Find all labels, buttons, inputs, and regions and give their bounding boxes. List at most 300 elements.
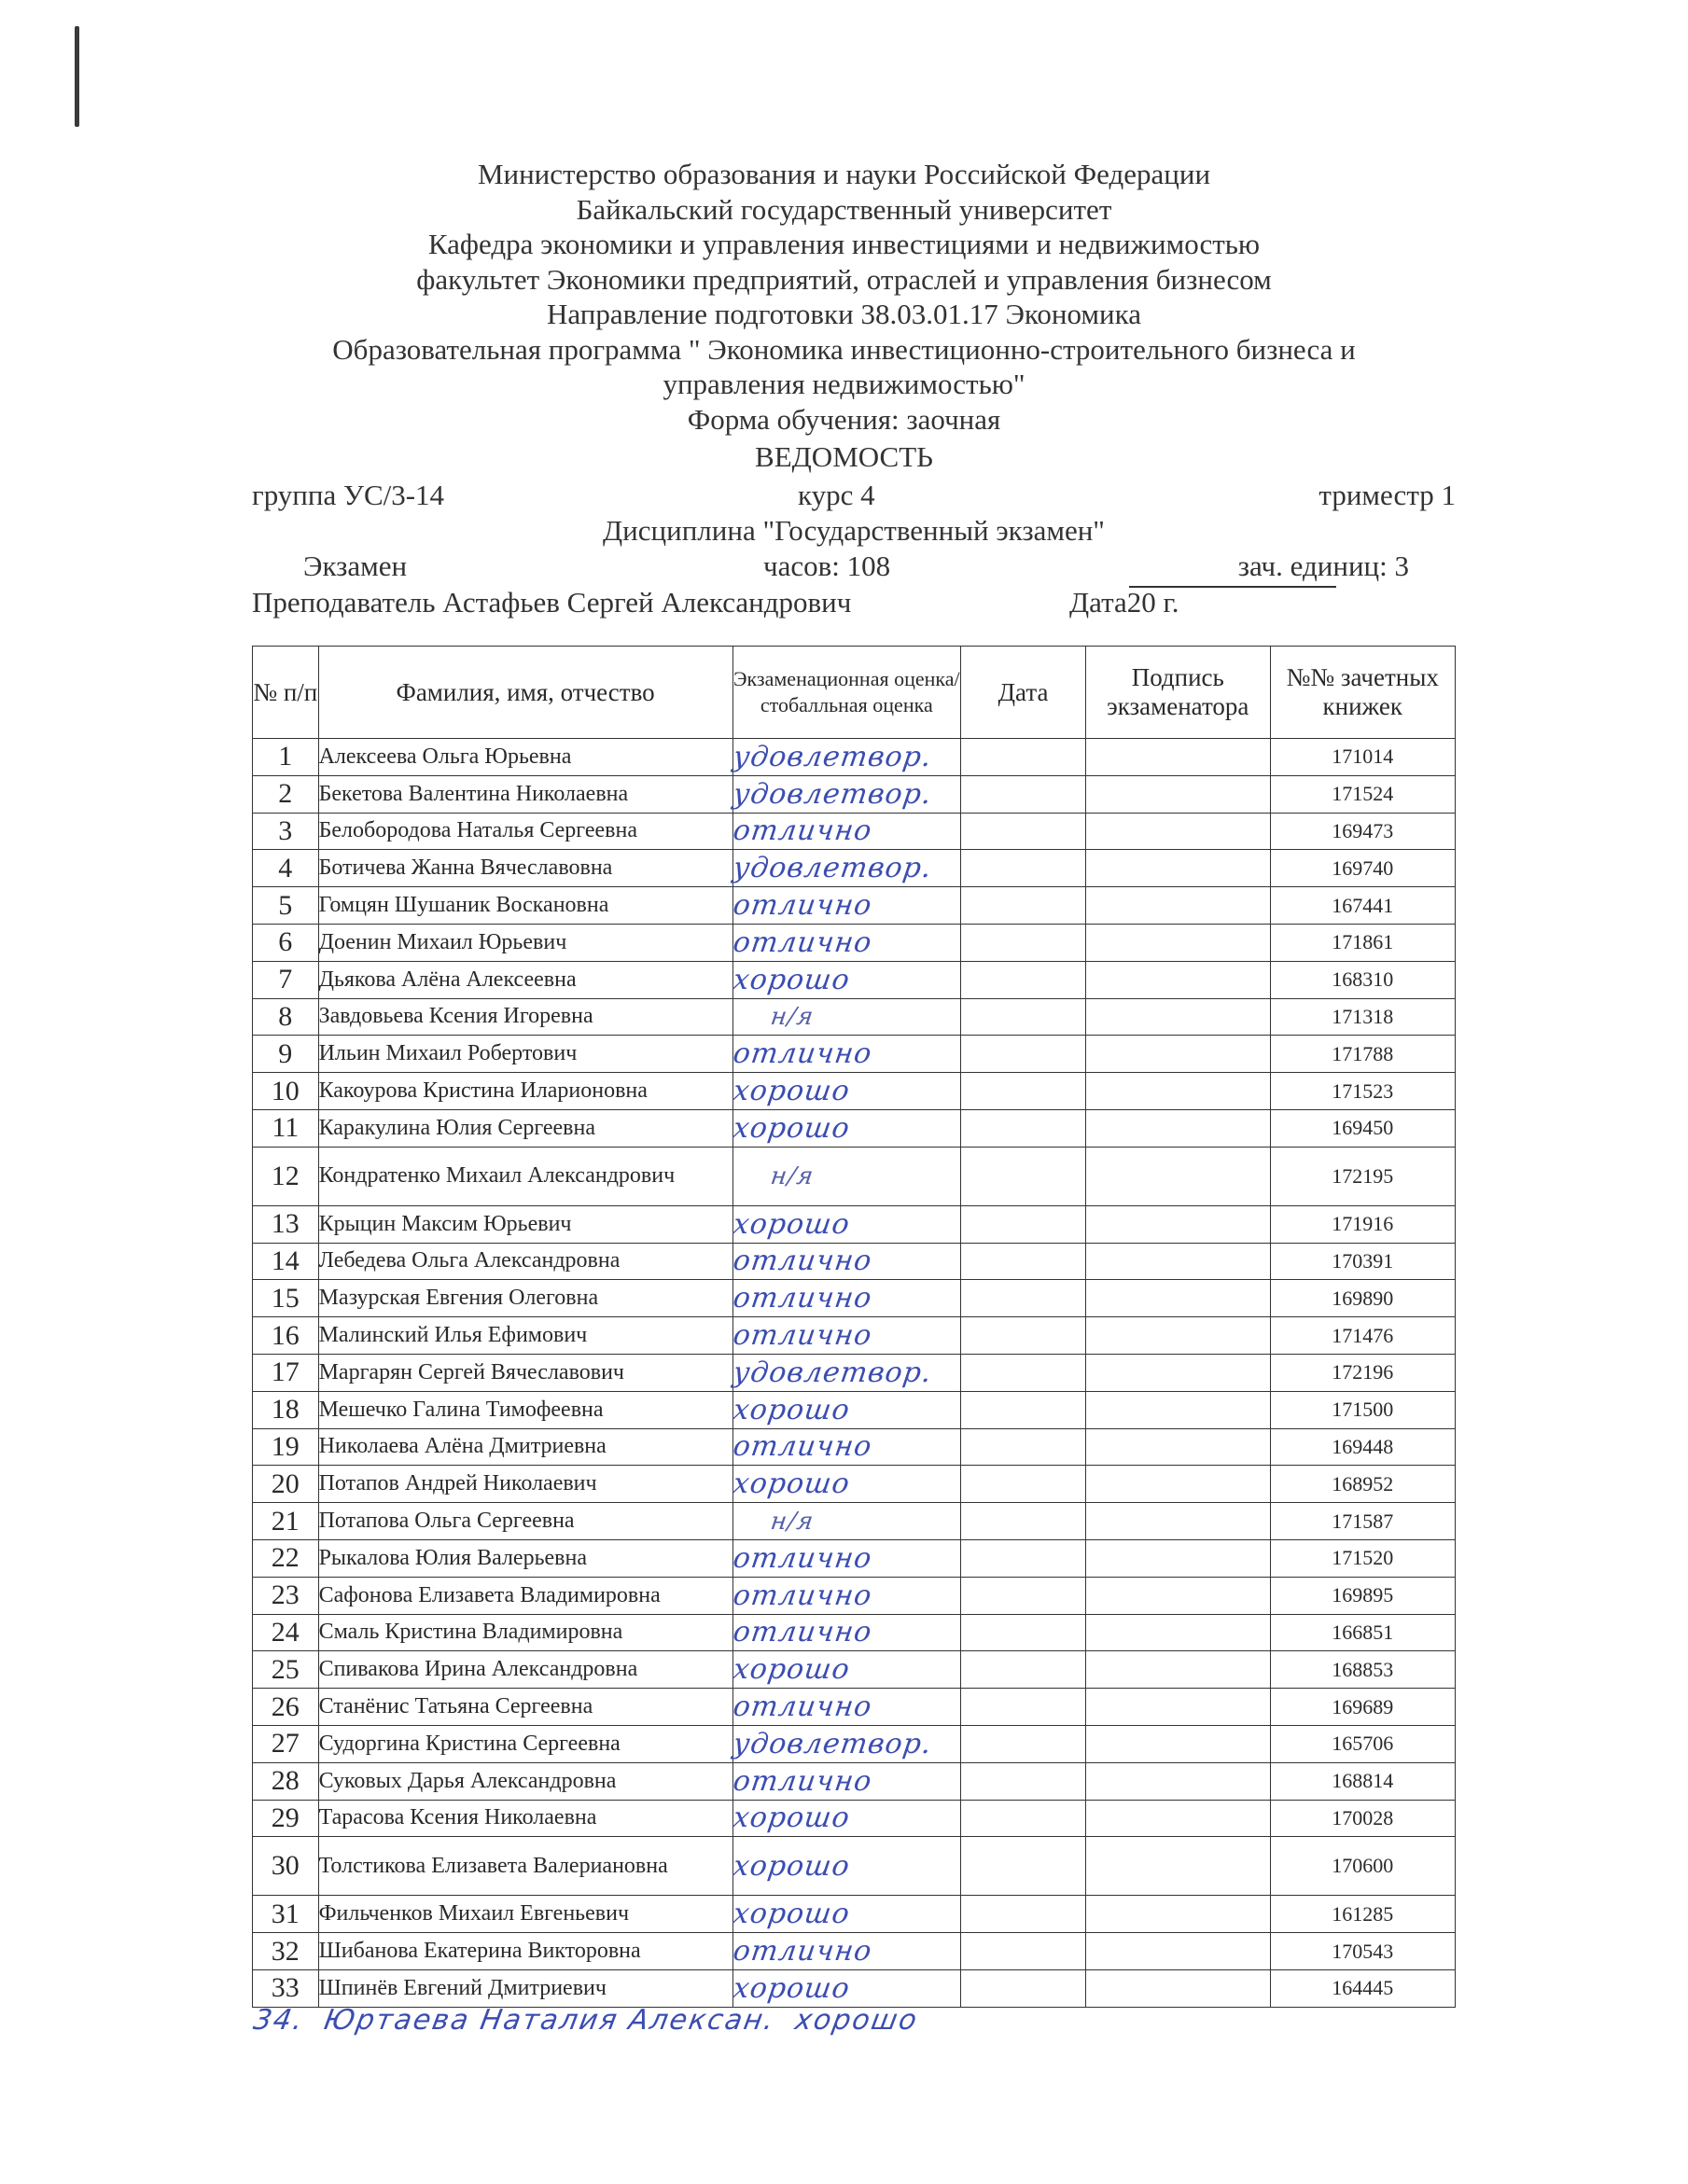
- record-book-number: 169450: [1270, 1109, 1456, 1147]
- record-book-number: 166851: [1270, 1614, 1456, 1651]
- record-book-number: 171318: [1270, 998, 1456, 1036]
- student-name: Спивакова Ирина Александровна: [318, 1651, 732, 1689]
- table-row: [253, 1147, 1456, 1205]
- date-cell: [961, 1933, 1086, 1970]
- date-cell: [961, 1354, 1086, 1391]
- grade-cell: [732, 1466, 961, 1503]
- date-cell: [961, 1317, 1086, 1355]
- table-row: [253, 1317, 1456, 1355]
- direction-line: Направление подготовки 38.03.01.17 Экономика: [547, 298, 1141, 330]
- date-cell: [961, 998, 1086, 1036]
- record-book-number: 171916: [1270, 1205, 1456, 1243]
- handwritten-grade: отлично: [731, 1282, 874, 1315]
- table-row: [253, 1896, 1456, 1933]
- date-cell: [961, 1689, 1086, 1726]
- program-line-1: Образовательная программа " Экономика инвестиционно-строительного бизнеса и: [332, 332, 1356, 366]
- signature-cell: [1086, 1354, 1270, 1391]
- handwritten-grade: удовлетвор.: [731, 1727, 934, 1760]
- row-number: 33: [253, 1969, 319, 2007]
- teacher-date-row: [252, 586, 1456, 623]
- ministry-line: Министерство образования и науки Российской Федерации: [477, 158, 1211, 190]
- row-number: 27: [253, 1725, 319, 1762]
- date-cell: [961, 1896, 1086, 1933]
- grade-cell: [732, 1762, 961, 1800]
- date-cell: [961, 775, 1086, 813]
- handwritten-grade: отлично: [731, 889, 874, 923]
- handwritten-grade: отлично: [731, 1764, 874, 1798]
- handwritten-grade: н/я: [768, 1162, 816, 1190]
- grade-cell: [732, 1837, 961, 1896]
- signature-cell: [1086, 887, 1270, 925]
- handwritten-grade: хорошо: [731, 1111, 852, 1145]
- handwritten-grade: н/я: [768, 1002, 816, 1031]
- program-line-2: управления недвижимостью": [663, 368, 1025, 400]
- signature-cell: [1086, 739, 1270, 776]
- handwritten-grade: хорошо: [731, 963, 852, 996]
- student-name: Завдовьева Ксения Игоревна: [318, 998, 732, 1036]
- signature-cell: [1086, 1969, 1270, 2007]
- handwritten-grade: хорошо: [731, 1971, 852, 2005]
- record-book-number: 171524: [1270, 775, 1456, 813]
- row-number: 12: [253, 1147, 319, 1205]
- date-cell: [961, 1800, 1086, 1837]
- row-number: 31: [253, 1896, 319, 1933]
- col-header-date: Дата: [961, 647, 1086, 739]
- handwritten-grade: отлично: [731, 1037, 874, 1071]
- signature-cell: [1086, 1577, 1270, 1614]
- signature-cell: [1086, 1614, 1270, 1651]
- table-header-row: [253, 647, 1456, 739]
- grade-cell: [732, 850, 961, 887]
- row-number: 21: [253, 1503, 319, 1540]
- grade-cell: [732, 1280, 961, 1317]
- grade-cell: [732, 813, 961, 850]
- record-book-number: 169473: [1270, 813, 1456, 850]
- record-book-number: 168310: [1270, 961, 1456, 998]
- record-book-number: 171476: [1270, 1317, 1456, 1355]
- row-number: 5: [253, 887, 319, 925]
- table-row: [253, 1800, 1456, 1837]
- row-number: 11: [253, 1109, 319, 1147]
- row-number: 1: [253, 739, 319, 776]
- grade-cell: [732, 1969, 961, 2007]
- study-form-line: Форма обучения: заочная: [687, 402, 1001, 436]
- handwritten-grade: хорошо: [731, 1849, 852, 1883]
- handwritten-grade: отлично: [731, 1319, 874, 1353]
- discipline-row: [252, 514, 1456, 551]
- record-book-number: 168853: [1270, 1651, 1456, 1689]
- table-row: [253, 1391, 1456, 1428]
- handwritten-grade: хорошо: [731, 1393, 852, 1426]
- grade-cell: [732, 1614, 961, 1651]
- handwritten-grade: удовлетвор.: [731, 777, 934, 811]
- grade-cell: [732, 1147, 961, 1205]
- date-cell: [961, 1651, 1086, 1689]
- grade-cell: [732, 1036, 961, 1073]
- date-cell: [961, 1280, 1086, 1317]
- record-book-number: 172196: [1270, 1354, 1456, 1391]
- row-number: 22: [253, 1539, 319, 1577]
- row-number: 28: [253, 1762, 319, 1800]
- table-row: [253, 1109, 1456, 1147]
- signature-cell: [1086, 850, 1270, 887]
- record-book-number: 171500: [1270, 1391, 1456, 1428]
- student-name: Шибанова Екатерина Викторовна: [318, 1933, 732, 1970]
- student-name: Мешечко Галина Тимофеевна: [318, 1391, 732, 1428]
- grade-cell: [732, 1896, 961, 1933]
- student-name: Крыцин Максим Юрьевич: [318, 1205, 732, 1243]
- grade-cell: [732, 887, 961, 925]
- course-label: курс 4: [798, 479, 875, 511]
- handwritten-grade: хорошо: [731, 1898, 852, 1931]
- university-line: Байкальский государственный университет: [576, 192, 1112, 226]
- signature-cell: [1086, 961, 1270, 998]
- row-number: 16: [253, 1317, 319, 1355]
- grade-cell: [732, 775, 961, 813]
- handwritten-grade: отлично: [731, 1935, 874, 1968]
- student-name: Суковых Дарья Александровна: [318, 1762, 732, 1800]
- table-row: [253, 1073, 1456, 1110]
- row-number: 24: [253, 1614, 319, 1651]
- signature-cell: [1086, 1503, 1270, 1540]
- exam-row: [252, 549, 1456, 587]
- student-name: Потапова Ольга Сергеевна: [318, 1503, 732, 1540]
- table-row: [253, 1205, 1456, 1243]
- table-row: [253, 1969, 1456, 2007]
- handwritten-grade: отлично: [731, 1616, 874, 1649]
- grade-cell: [732, 924, 961, 961]
- row-number: 29: [253, 1800, 319, 1837]
- student-name: Доенин Михаил Юрьевич: [318, 924, 732, 961]
- date-cell: [961, 1243, 1086, 1280]
- student-name: Каракулина Юлия Сергеевна: [318, 1109, 732, 1147]
- col-header-book: №№ зачетных книжек: [1270, 647, 1456, 739]
- grade-cell: [732, 1428, 961, 1466]
- student-name: Сафонова Елизавета Владимировна: [318, 1577, 732, 1614]
- table-row: [253, 1614, 1456, 1651]
- table-row: [253, 739, 1456, 776]
- row-number: 25: [253, 1651, 319, 1689]
- student-name: Фильченков Михаил Евгеньевич: [318, 1896, 732, 1933]
- student-name: Какоурова Кристина Иларионовна: [318, 1073, 732, 1110]
- table-row: [253, 1762, 1456, 1800]
- grade-cell: [732, 1243, 961, 1280]
- grade-cell: [732, 1725, 961, 1762]
- date-cell: [961, 1036, 1086, 1073]
- table-row: [253, 1651, 1456, 1689]
- table-row: [253, 998, 1456, 1036]
- signature-cell: [1086, 1651, 1270, 1689]
- handwritten-grade: хорошо: [731, 1207, 852, 1241]
- student-name: Смаль Кристина Владимировна: [318, 1614, 732, 1651]
- signature-cell: [1086, 1317, 1270, 1355]
- signature-cell: [1086, 924, 1270, 961]
- student-name: Тарасова Ксения Николаевна: [318, 1800, 732, 1837]
- date-cell: [961, 739, 1086, 776]
- signature-cell: [1086, 1109, 1270, 1147]
- student-name: Ильин Михаил Робертович: [318, 1036, 732, 1073]
- student-name: Рыкалова Юлия Валерьевна: [318, 1539, 732, 1577]
- date-cell: [961, 1466, 1086, 1503]
- date-cell: [961, 850, 1086, 887]
- record-book-number: 171861: [1270, 924, 1456, 961]
- extra-entry-grade: хорошо: [792, 2004, 921, 2037]
- student-name: Судоргина Кристина Сергеевна: [318, 1725, 732, 1762]
- record-book-number: 171520: [1270, 1539, 1456, 1577]
- grade-cell: [732, 961, 961, 998]
- record-book-number: 169448: [1270, 1428, 1456, 1466]
- table-row: [253, 1280, 1456, 1317]
- student-name: Потапов Андрей Николаевич: [318, 1466, 732, 1503]
- row-number: 19: [253, 1428, 319, 1466]
- signature-cell: [1086, 998, 1270, 1036]
- record-book-number: 171788: [1270, 1036, 1456, 1073]
- student-name: Гомцян Шушаник Воскановна: [318, 887, 732, 925]
- grade-cell: [732, 1800, 961, 1837]
- teacher-label: Преподаватель Астафьев Сергей Александрович: [252, 586, 852, 619]
- record-book-number: 171523: [1270, 1073, 1456, 1110]
- signature-cell: [1086, 1428, 1270, 1466]
- date-cell: [961, 1109, 1086, 1147]
- handwritten-grade: хорошо: [731, 1468, 852, 1501]
- date-label: Дата: [1069, 586, 1127, 619]
- signature-cell: [1086, 1689, 1270, 1726]
- date-field: [1069, 586, 1179, 619]
- record-book-number: 170028: [1270, 1800, 1456, 1837]
- grade-cell: [732, 1933, 961, 1970]
- grade-cell: [732, 1651, 961, 1689]
- student-name: Бекетова Валентина Николаевна: [318, 775, 732, 813]
- handwritten-grade: удовлетвор.: [731, 1356, 934, 1389]
- row-number: 7: [253, 961, 319, 998]
- table-row: [253, 1725, 1456, 1762]
- exam-type-label: Экзамен: [303, 549, 408, 582]
- date-cell: [961, 1073, 1086, 1110]
- date-cell: [961, 1428, 1086, 1466]
- record-book-number: 168814: [1270, 1762, 1456, 1800]
- signature-cell: [1086, 1725, 1270, 1762]
- record-book-number: 164445: [1270, 1969, 1456, 2007]
- signature-cell: [1086, 1036, 1270, 1073]
- table-row: [253, 1428, 1456, 1466]
- row-number: 2: [253, 775, 319, 813]
- signature-cell: [1086, 1539, 1270, 1577]
- scan-edge-mark: [75, 26, 79, 127]
- grade-cell: [732, 739, 961, 776]
- signature-cell: [1086, 1243, 1270, 1280]
- grade-cell: [732, 1503, 961, 1540]
- group-course-row: [252, 479, 1456, 516]
- signature-cell: [1086, 1896, 1270, 1933]
- record-book-number: 169689: [1270, 1689, 1456, 1726]
- signature-cell: [1086, 1205, 1270, 1243]
- year-blank-line: [1158, 586, 1186, 588]
- date-cell: [961, 1837, 1086, 1896]
- table-row: [253, 1503, 1456, 1540]
- col-header-fio: Фамилия, имя, отчество: [318, 647, 732, 739]
- table-body: [253, 739, 1456, 2008]
- handwritten-grade: удовлетвор.: [731, 852, 934, 885]
- row-number: 23: [253, 1577, 319, 1614]
- handwritten-extra-entry: [251, 2004, 942, 2037]
- date-cell: [961, 1762, 1086, 1800]
- grade-cell: [732, 1391, 961, 1428]
- record-book-number: 170391: [1270, 1243, 1456, 1280]
- record-book-number: 171014: [1270, 739, 1456, 776]
- row-number: 3: [253, 813, 319, 850]
- table-row: [253, 1539, 1456, 1577]
- student-name: Кондратенко Михаил Александрович: [318, 1147, 732, 1205]
- record-book-number: 172195: [1270, 1147, 1456, 1205]
- grade-cell: [732, 998, 961, 1036]
- col-header-signature: Подпись экзаменатора: [1086, 647, 1270, 739]
- credits-label: зач. единиц: 3: [1237, 549, 1409, 582]
- handwritten-grade: отлично: [731, 1579, 874, 1612]
- student-name: Мазурская Евгения Олеговна: [318, 1280, 732, 1317]
- date-cell: [961, 1503, 1086, 1540]
- row-number: 32: [253, 1933, 319, 1970]
- row-number: 4: [253, 850, 319, 887]
- grade-cell: [732, 1577, 961, 1614]
- signature-cell: [1086, 1147, 1270, 1205]
- table-row: [253, 1689, 1456, 1726]
- year-suffix: г.: [1163, 586, 1179, 619]
- record-book-number: 170543: [1270, 1933, 1456, 1970]
- signature-cell: [1086, 1280, 1270, 1317]
- row-number: 20: [253, 1466, 319, 1503]
- handwritten-grade: хорошо: [731, 1653, 852, 1687]
- row-number: 30: [253, 1837, 319, 1896]
- student-name: Лебедева Ольга Александровна: [318, 1243, 732, 1280]
- row-number: 8: [253, 998, 319, 1036]
- row-number: 14: [253, 1243, 319, 1280]
- table-row: [253, 924, 1456, 961]
- record-book-number: 169740: [1270, 850, 1456, 887]
- row-number: 10: [253, 1073, 319, 1110]
- signature-cell: [1086, 813, 1270, 850]
- document-header: [0, 157, 1688, 437]
- date-cell: [961, 887, 1086, 925]
- signature-cell: [1086, 1466, 1270, 1503]
- row-number: 26: [253, 1689, 319, 1726]
- record-book-number: 167441: [1270, 887, 1456, 925]
- col-header-grade: Экзаменационная оценка/стобалльная оценка: [732, 647, 961, 739]
- date-cell: [961, 1391, 1086, 1428]
- student-name: Дьякова Алёна Алексеевна: [318, 961, 732, 998]
- trimester-label: триместр 1: [1318, 479, 1456, 511]
- grades-table: [252, 646, 1456, 2008]
- student-name: Маргарян Сергей Вячеславович: [318, 1354, 732, 1391]
- department-line: Кафедра экономики и управления инвестициями и недвижимостью: [427, 228, 1261, 260]
- table-row: [253, 1354, 1456, 1391]
- row-number: 18: [253, 1391, 319, 1428]
- row-number: 6: [253, 924, 319, 961]
- discipline-label: Дисциплина "Государственный экзамен": [603, 514, 1105, 547]
- record-book-number: 171587: [1270, 1503, 1456, 1540]
- grade-cell: [732, 1317, 961, 1355]
- student-name: Шпинёв Евгений Дмитриевич: [318, 1969, 732, 2007]
- handwritten-grade: отлично: [731, 1430, 874, 1464]
- table-row: [253, 1243, 1456, 1280]
- table-row: [253, 1933, 1456, 1970]
- row-number: 13: [253, 1205, 319, 1243]
- student-name: Белобородова Наталья Сергеевна: [318, 813, 732, 850]
- group-label: группа УС/3-14: [252, 479, 445, 511]
- grade-cell: [732, 1539, 961, 1577]
- handwritten-grade: отлично: [731, 1690, 874, 1724]
- date-cell: [961, 924, 1086, 961]
- year-prefix: 20: [1126, 586, 1156, 619]
- grade-cell: [732, 1354, 961, 1391]
- handwritten-grade: н/я: [768, 1507, 816, 1536]
- handwritten-grade: отлично: [731, 1245, 874, 1278]
- signature-cell: [1086, 1800, 1270, 1837]
- date-cell: [961, 1725, 1086, 1762]
- record-book-number: 169895: [1270, 1577, 1456, 1614]
- signature-cell: [1086, 775, 1270, 813]
- hours-label: часов: 108: [763, 549, 891, 582]
- document-title: ВЕДОМОСТЬ: [755, 440, 933, 473]
- record-book-number: 161285: [1270, 1896, 1456, 1933]
- handwritten-grade: хорошо: [731, 1075, 852, 1108]
- extra-entry-number: 34.: [250, 2004, 307, 2037]
- date-cell: [961, 813, 1086, 850]
- grade-cell: [732, 1205, 961, 1243]
- student-name: Толстикова Елизавета Валериановна: [318, 1837, 732, 1896]
- handwritten-grade: отлично: [731, 925, 874, 959]
- student-name: Малинский Илья Ефимович: [318, 1317, 732, 1355]
- row-number: 17: [253, 1354, 319, 1391]
- signature-cell: [1086, 1837, 1270, 1896]
- table-row: [253, 1036, 1456, 1073]
- signature-cell: [1086, 1933, 1270, 1970]
- student-name: Станёнис Татьяна Сергеевна: [318, 1689, 732, 1726]
- table-row: [253, 961, 1456, 998]
- date-cell: [961, 1205, 1086, 1243]
- table-row: [253, 887, 1456, 925]
- signature-cell: [1086, 1762, 1270, 1800]
- handwritten-grade: удовлетвор.: [731, 740, 934, 773]
- record-book-number: 165706: [1270, 1725, 1456, 1762]
- extra-entry-name: Юртаева Наталия Алексан.: [321, 2004, 778, 2037]
- row-number: 9: [253, 1036, 319, 1073]
- faculty-line: факультет Экономики предприятий, отраслей и управления бизнесом: [416, 262, 1272, 296]
- record-book-number: 169890: [1270, 1280, 1456, 1317]
- table-row: [253, 1466, 1456, 1503]
- table-row: [253, 813, 1456, 850]
- signature-cell: [1086, 1073, 1270, 1110]
- student-name: Ботичева Жанна Вячеславовна: [318, 850, 732, 887]
- date-cell: [961, 1614, 1086, 1651]
- handwritten-grade: отлично: [731, 814, 874, 848]
- grade-cell: [732, 1689, 961, 1726]
- table-row: [253, 1837, 1456, 1896]
- date-cell: [961, 1539, 1086, 1577]
- handwritten-grade: хорошо: [731, 1801, 852, 1835]
- signature-cell: [1086, 1391, 1270, 1428]
- record-book-number: 170600: [1270, 1837, 1456, 1896]
- grade-cell: [732, 1073, 961, 1110]
- date-cell: [961, 1969, 1086, 2007]
- col-header-num: № п/п: [253, 647, 319, 739]
- table-row: [253, 775, 1456, 813]
- table-row: [253, 1577, 1456, 1614]
- record-book-number: 168952: [1270, 1466, 1456, 1503]
- date-cell: [961, 961, 1086, 998]
- grade-cell: [732, 1109, 961, 1147]
- row-number: 15: [253, 1280, 319, 1317]
- student-name: Николаева Алёна Дмитриевна: [318, 1428, 732, 1466]
